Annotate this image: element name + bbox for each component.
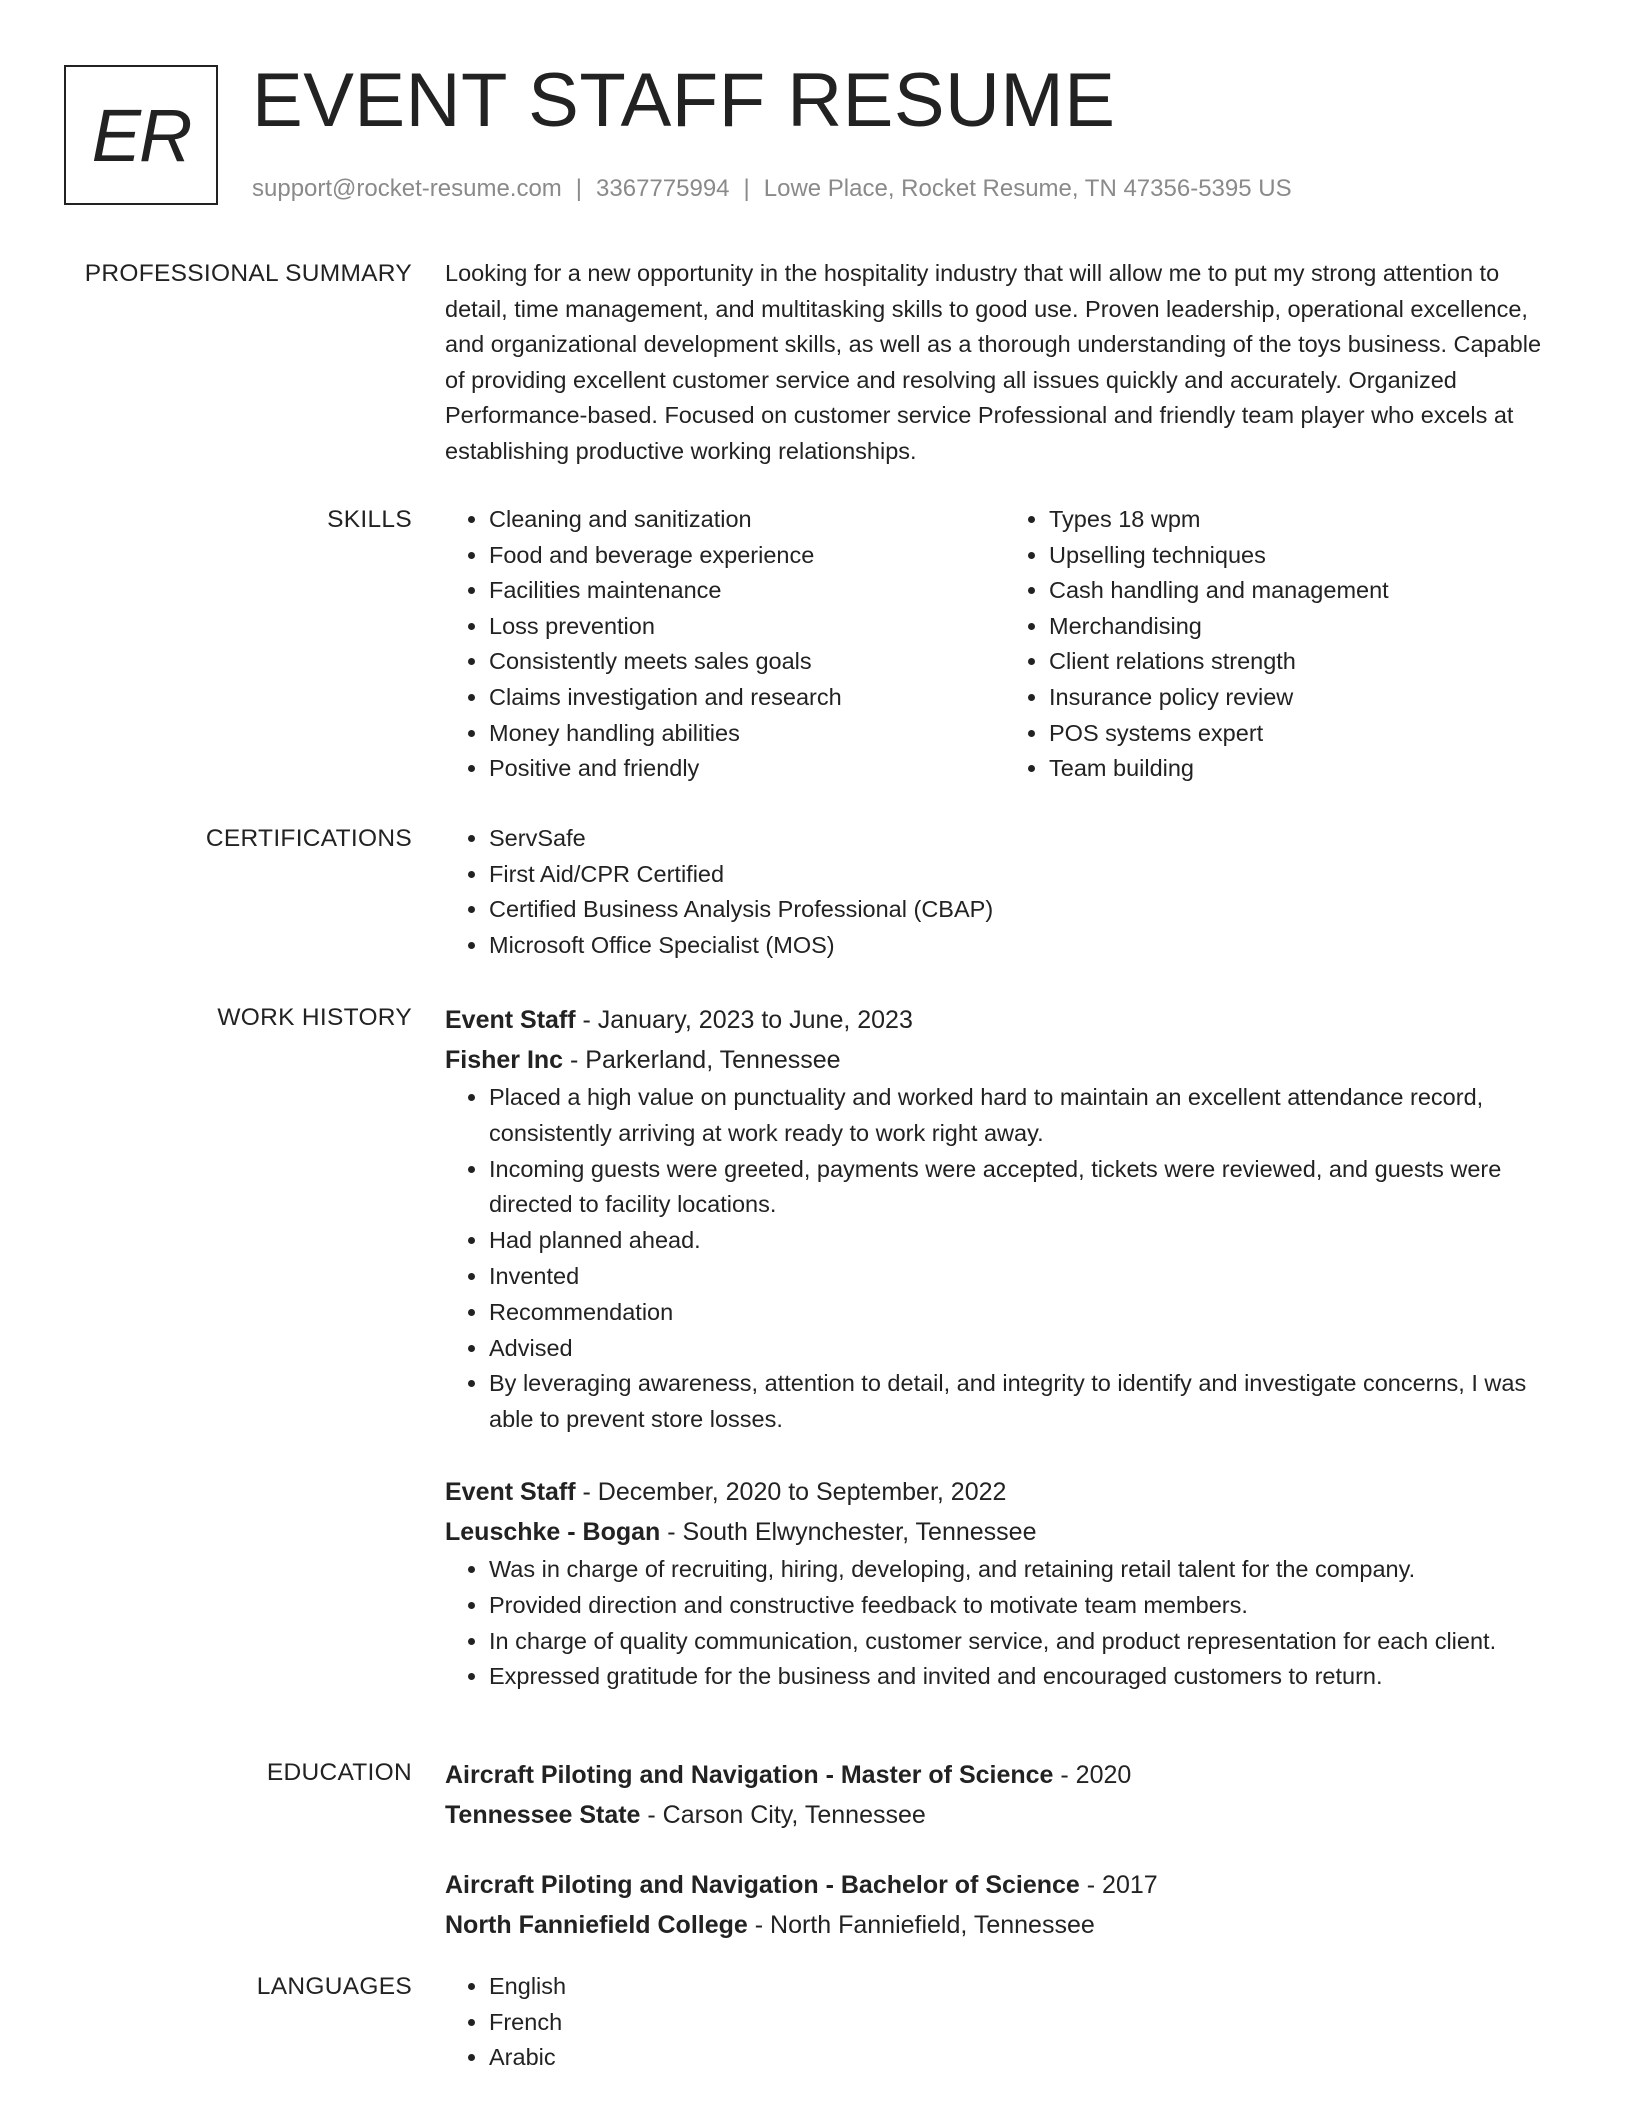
resume-title: EVENT STAFF RESUME (252, 58, 1116, 143)
skill-item: • Facilities maintenance (489, 573, 1005, 609)
job-company: Fisher Inc (445, 1046, 564, 1074)
job-bullet: • Invented (489, 1259, 1565, 1295)
education-year: - 2020 (1053, 1761, 1132, 1789)
skill-item: • Consistently meets sales goals (489, 644, 1005, 680)
language-item: • Arabic (489, 2040, 1565, 2076)
section-label-certifications: CERTIFICATIONS (205, 825, 412, 852)
job-location: - South Elwynchester, Tennessee (660, 1517, 1037, 1546)
skill-item: • Client relations strength (1049, 644, 1565, 680)
job-title: Event Staff (445, 1006, 576, 1034)
job-title-line (445, 1472, 1565, 1512)
job-entry (445, 1472, 1565, 1695)
summary-body (445, 256, 1565, 470)
section-label-education: EDUCATION (266, 1759, 412, 1786)
education-entry (445, 1755, 1565, 1835)
job-dates: - December, 2020 to September, 2022 (575, 1477, 1007, 1506)
contact-phone: 3367775994 (596, 175, 730, 202)
language-item: • French (489, 2005, 1565, 2041)
skills-list-left (445, 502, 1005, 787)
section-label-languages: LANGUAGES (256, 1973, 412, 2000)
education-school-line (445, 1905, 1565, 1945)
skill-item: • Claims investigation and research (489, 680, 1005, 716)
contact-email: support@rocket-resume.com (252, 175, 562, 202)
skills-body (445, 502, 1565, 787)
skill-item: • Food and beverage experience (489, 538, 1005, 574)
skill-item: • Team building (1049, 751, 1565, 787)
section-label-work-history: WORK HISTORY (217, 1004, 412, 1031)
education-degree: Aircraft Piloting and Navigation - Bachelor of Science (445, 1871, 1080, 1899)
skill-item: • Loss prevention (489, 609, 1005, 645)
contact-address: Lowe Place, Rocket Resume, TN 47356-5395 US (763, 175, 1292, 202)
job-title-line (445, 1000, 1565, 1040)
skill-item: • Positive and friendly (489, 751, 1005, 787)
skill-item: • POS systems expert (1049, 716, 1565, 752)
language-item: • English (489, 1969, 1565, 2005)
skills-list-right (1005, 502, 1565, 787)
job-company-line (445, 1040, 1565, 1080)
job-bullets (445, 1552, 1565, 1695)
certification-item: • First Aid/CPR Certified (489, 857, 1565, 893)
skill-item: • Types 18 wpm (1049, 502, 1565, 538)
job-bullet: • Recommendation (489, 1295, 1565, 1331)
job-company-line (445, 1512, 1565, 1552)
job-bullet: • Placed a high value on punctuality and worked hard to maintain an excellent attendance record, consistently arriving at work ready to work right away. (489, 1080, 1565, 1152)
job-bullet: • Provided direction and constructive feedback to motivate team members. (489, 1588, 1565, 1624)
skill-item: • Merchandising (1049, 609, 1565, 645)
job-dates: - January, 2023 to June, 2023 (575, 1006, 913, 1034)
job-entry (445, 1000, 1565, 1438)
education-location: - Carson City, Tennessee (640, 1801, 926, 1829)
certifications-list (445, 821, 1565, 963)
job-company: Leuschke - Bogan (445, 1517, 661, 1546)
education-entry (445, 1865, 1565, 1945)
skill-item: • Upselling techniques (1049, 538, 1565, 574)
job-bullet: • Expressed gratitude for the business and invited and encouraged customers to return. (489, 1659, 1565, 1695)
skill-item: • Cleaning and sanitization (489, 502, 1005, 538)
section-label-skills: SKILLS (327, 506, 412, 533)
education-degree-line (445, 1755, 1565, 1795)
contact-separator: | (743, 175, 750, 202)
education-body (445, 1755, 1565, 1945)
certifications-body (445, 821, 1565, 963)
languages-list (445, 1969, 1565, 2076)
job-location: - Parkerland, Tennessee (563, 1046, 841, 1074)
skill-item: • Cash handling and management (1049, 573, 1565, 609)
job-bullet: • In charge of quality communication, customer service, and product representation for each client. (489, 1624, 1565, 1660)
education-year: - 2017 (1079, 1871, 1158, 1899)
job-bullet: • Had planned ahead. (489, 1223, 1565, 1259)
job-bullet: • By leveraging awareness, attention to detail, and integrity to identify and investigate concerns, I was able to prevent store losses. (489, 1366, 1565, 1438)
job-bullet: • Incoming guests were greeted, payments were accepted, tickets were reviewed, and guests were directed to facility locations. (489, 1152, 1565, 1224)
education-degree: Aircraft Piloting and Navigation - Master of Science (445, 1761, 1054, 1789)
skill-item: • Money handling abilities (489, 716, 1005, 752)
contact-line (252, 172, 1292, 206)
certification-item: • Certified Business Analysis Professional (CBAP) (489, 892, 1565, 928)
education-school-line (445, 1795, 1565, 1835)
section-label-summary: PROFESSIONAL SUMMARY (84, 260, 412, 287)
job-bullets (445, 1080, 1565, 1438)
monogram-logo: ER (64, 65, 218, 205)
certification-item: • ServSafe (489, 821, 1565, 857)
job-bullet: • Was in charge of recruiting, hiring, developing, and retaining retail talent for the company. (489, 1552, 1565, 1588)
education-school: North Fanniefield College (445, 1911, 748, 1939)
contact-separator: | (575, 175, 583, 202)
education-location: - North Fanniefield, Tennessee (747, 1911, 1095, 1939)
job-title: Event Staff (445, 1477, 576, 1506)
education-school: Tennessee State (445, 1801, 641, 1829)
summary-text: Looking for a new opportunity in the hospitality industry that will allow me to put my strong attention to detail, time management, and multitasking skills to good use. Proven leadership, operational excellence, and organizational development skills, as well as a thorough understanding of the toys business. Capable of providing excellent customer service and resolving all issues quickly and accurately. Organized Performance-based. Focused on customer service Professional and friendly team player who excels at establishing productive working relationships. (445, 260, 1542, 464)
languages-body (445, 1969, 1565, 2076)
education-degree-line (445, 1865, 1565, 1905)
skill-item: • Insurance policy review (1049, 680, 1565, 716)
certification-item: • Microsoft Office Specialist (MOS) (489, 928, 1565, 964)
job-bullet: • Advised (489, 1331, 1565, 1367)
work-history-body (445, 1000, 1565, 1695)
